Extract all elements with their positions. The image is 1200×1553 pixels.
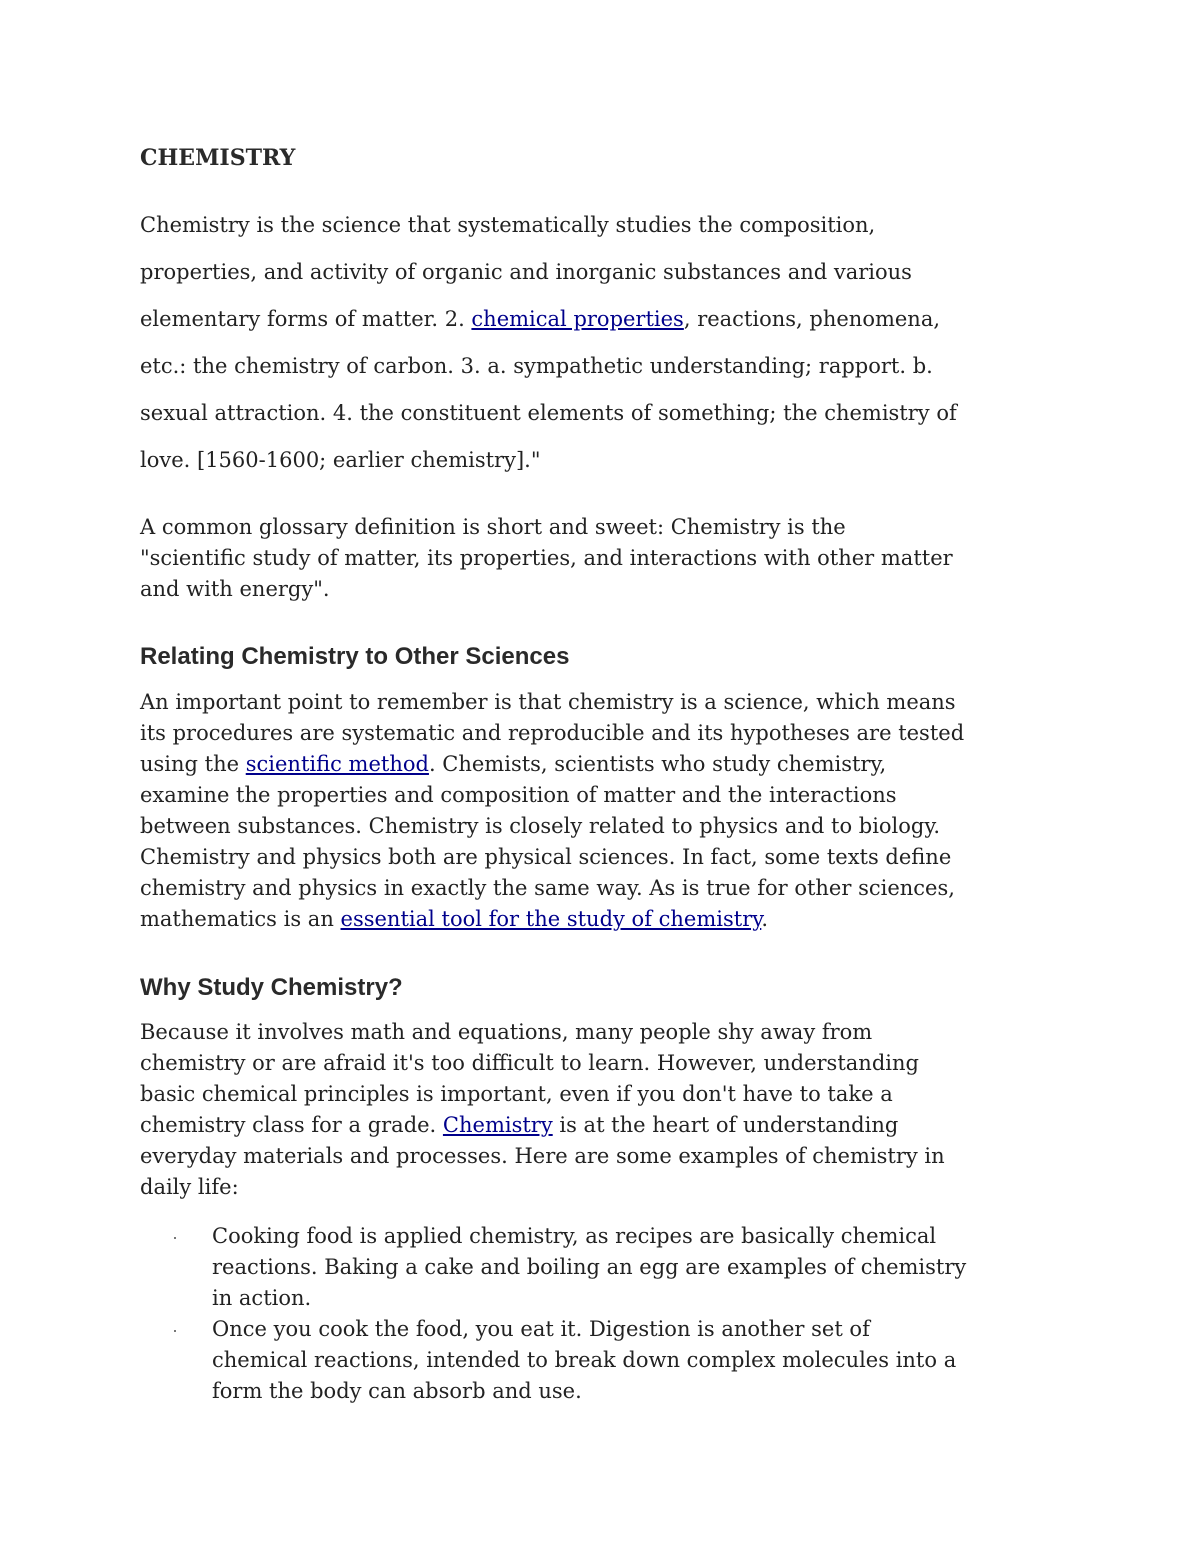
text-segment: etc.: the chemistry of carbon. 3. a. sympathetic understanding; rapport. b. (140, 354, 933, 378)
text-segment: Chemistry and physics both are physical sciences. In fact, some texts define (140, 845, 952, 869)
list-item (140, 1221, 966, 1314)
document-title: CHEMISTRY (140, 145, 296, 171)
link-chemistry[interactable]: Chemistry (442, 1113, 553, 1137)
bullet-icon (174, 1330, 176, 1332)
text-segment: love. [1560-1600; earlier chemistry]." (140, 448, 541, 472)
text-line (140, 1141, 945, 1172)
link-essential-tool-for-the-study-of-chemistry[interactable]: essential tool for the study of chemistry (340, 907, 762, 931)
text-segment: chemical reactions, intended to break down complex molecules into a (212, 1348, 957, 1372)
text-segment: everyday materials and processes. Here are some examples of chemistry in (140, 1144, 945, 1168)
text-segment: properties, and activity of organic and inorganic substances and various (140, 260, 912, 284)
text-line (140, 1017, 945, 1048)
text-segment: in action. (212, 1286, 312, 1310)
text-segment: daily life: (140, 1175, 239, 1199)
paragraph-glossary (140, 512, 953, 605)
paragraph-definition (140, 202, 957, 484)
text-segment: its procedures are systematic and reproducible and its hypotheses are tested (140, 721, 965, 745)
text-line (140, 904, 964, 935)
bullet-icon (174, 1237, 176, 1239)
text-segment: and with energy". (140, 577, 330, 601)
examples-list (140, 1221, 966, 1407)
text-segment: elementary forms of matter. 2. (140, 307, 472, 331)
text-segment: Cooking food is applied chemistry, as recipes are basically chemical (212, 1224, 937, 1248)
text-line (140, 543, 953, 574)
text-segment: mathematics is an (140, 907, 341, 931)
text-line (140, 687, 964, 718)
text-line (140, 1079, 945, 1110)
text-line (140, 249, 957, 296)
text-line (212, 1252, 966, 1283)
text-segment: Because it involves math and equations, many people shy away from (140, 1020, 873, 1044)
text-line (140, 1110, 945, 1141)
text-line (140, 343, 957, 390)
paragraph-relating (140, 687, 964, 935)
text-line (212, 1314, 966, 1345)
text-line (140, 780, 964, 811)
text-line (140, 296, 957, 343)
text-line (140, 718, 964, 749)
text-segment: between substances. Chemistry is closely related to physics and to biology. (140, 814, 941, 838)
text-line (140, 512, 953, 543)
heading-why-study: Why Study Chemistry? (140, 974, 403, 1001)
text-line (212, 1376, 966, 1407)
text-line (140, 437, 957, 484)
link-chemical-properties[interactable]: chemical properties (471, 307, 684, 331)
text-segment: is at the heart of understanding (552, 1113, 899, 1137)
text-segment: basic chemical principles is important, even if you don't have to take a (140, 1082, 893, 1106)
text-line (212, 1283, 966, 1314)
text-line (140, 811, 964, 842)
heading-relating-chemistry: Relating Chemistry to Other Sciences (140, 643, 570, 670)
text-segment: using the (140, 752, 246, 776)
list-item (140, 1314, 966, 1407)
text-line (140, 842, 964, 873)
paragraph-why-study (140, 1017, 945, 1203)
text-segment: reactions. Baking a cake and boiling an egg are examples of chemistry (212, 1255, 967, 1279)
text-segment: chemistry and physics in exactly the same way. As is true for other sciences, (140, 876, 955, 900)
text-segment: . (761, 907, 769, 931)
text-line (212, 1221, 966, 1252)
text-line (140, 749, 964, 780)
text-segment: sexual attraction. 4. the constituent elements of something; the chemistry of (140, 401, 957, 425)
text-segment: An important point to remember is that chemistry is a science, which means (140, 690, 956, 714)
text-segment: . Chemists, scientists who study chemistry, (428, 752, 887, 776)
link-scientific-method[interactable]: scientific method (245, 752, 429, 776)
text-segment: chemistry class for a grade. (140, 1113, 443, 1137)
text-line (140, 390, 957, 437)
text-segment: A common glossary definition is short and sweet: Chemistry is the (140, 515, 846, 539)
text-segment: , reactions, phenomena, (683, 307, 941, 331)
text-segment: Chemistry is the science that systematically studies the composition, (140, 213, 876, 237)
text-line (140, 1048, 945, 1079)
text-line (212, 1345, 966, 1376)
text-line (140, 1172, 945, 1203)
text-segment: "scientific study of matter, its properties, and interactions with other matter (140, 546, 953, 570)
text-segment: chemistry or are afraid it's too difficult to learn. However, understanding (140, 1051, 919, 1075)
text-segment: examine the properties and composition of matter and the interactions (140, 783, 897, 807)
text-line (140, 873, 964, 904)
text-segment: form the body can absorb and use. (212, 1379, 582, 1403)
text-segment: Once you cook the food, you eat it. Digestion is another set of (212, 1317, 870, 1341)
text-line (140, 574, 953, 605)
text-line (140, 202, 957, 249)
